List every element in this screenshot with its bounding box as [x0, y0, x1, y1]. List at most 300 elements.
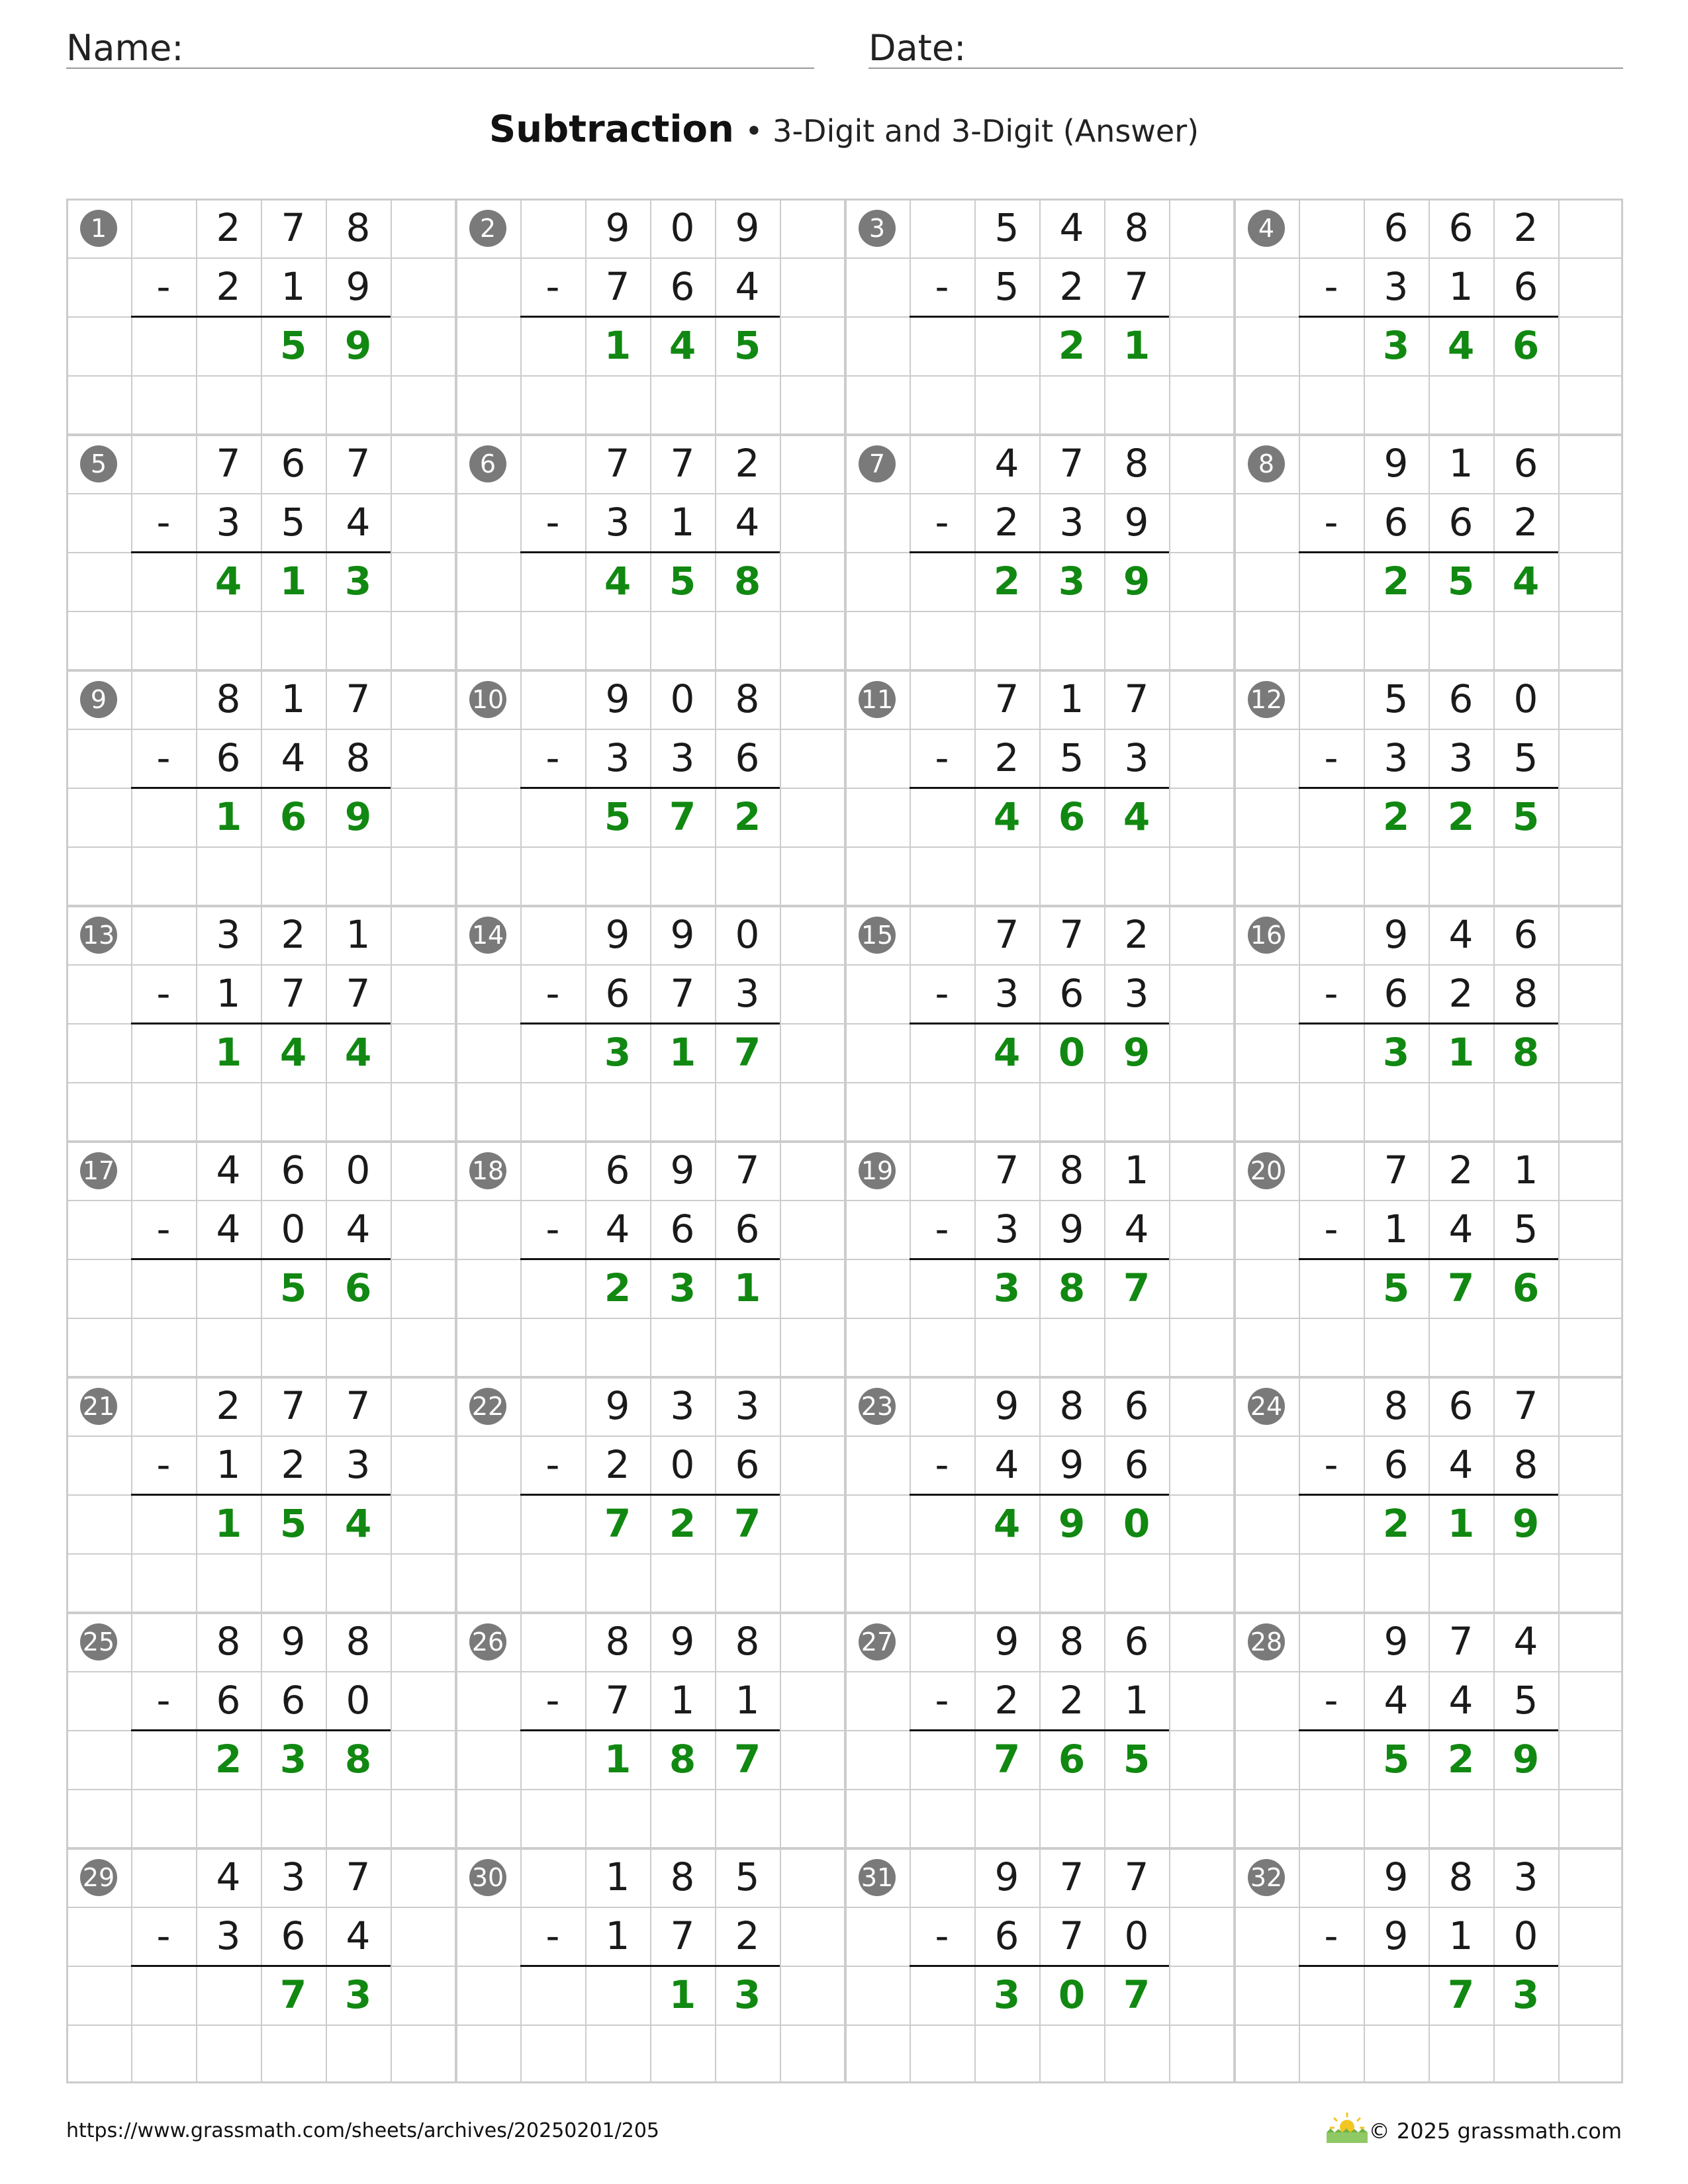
- minuend-digit: 4: [994, 441, 1019, 486]
- subtrahend-digit: 2: [1059, 264, 1084, 309]
- subtrahend-digit: 7: [670, 1913, 695, 1958]
- subtrahend-digit: 2: [1059, 1678, 1084, 1723]
- answer-digit: 5: [1447, 559, 1475, 604]
- answer-digit: 7: [279, 1972, 307, 2017]
- answer-digit: 2: [669, 1501, 696, 1546]
- subtrahend-digit: 9: [346, 264, 371, 309]
- minuend-digit: 9: [281, 1619, 306, 1664]
- subtrahend-digit: 4: [1448, 1206, 1474, 1251]
- minuend-digit: 7: [1124, 676, 1149, 721]
- subtrahend-digit: 4: [735, 264, 760, 309]
- answer-digit: 5: [669, 559, 696, 604]
- answer-digit: 3: [1058, 559, 1086, 604]
- problem-number-badge: 29: [80, 1859, 117, 1896]
- problem-number-badge: 5: [80, 445, 117, 482]
- problems-container: [66, 199, 1623, 2083]
- minus-sign: -: [1324, 971, 1338, 1016]
- minus-sign: -: [935, 1206, 949, 1251]
- minuend-digit: 9: [670, 912, 695, 957]
- problem-number-badge: 13: [80, 917, 117, 954]
- subtrahend-digit: 6: [735, 1206, 760, 1251]
- problem-number-badge: 28: [1248, 1623, 1285, 1661]
- answer-digit: 7: [604, 1501, 632, 1546]
- subtrahend-digit: 0: [281, 1206, 306, 1251]
- subtrahend-digit: 3: [1059, 500, 1084, 545]
- minus-sign: -: [156, 735, 171, 780]
- title-main: Subtraction: [489, 108, 734, 151]
- subtrahend-digit: 1: [1448, 264, 1474, 309]
- answer-digit: 5: [279, 1501, 307, 1546]
- answer-digit: 2: [1447, 794, 1475, 839]
- minuend-digit: 8: [1124, 205, 1149, 250]
- subtrahend-digit: 3: [216, 1913, 241, 1958]
- minus-sign: -: [156, 1913, 171, 1958]
- answer-digit: 8: [733, 559, 761, 604]
- answer-rule-line: [520, 316, 780, 318]
- answer-rule-line: [910, 1258, 1169, 1260]
- answer-digit: 7: [733, 1030, 761, 1075]
- answer-rule-line: [131, 1729, 391, 1731]
- minuend-digit: 2: [1124, 912, 1149, 957]
- answer-rule-line: [1299, 1965, 1558, 1967]
- answer-digit: 1: [279, 559, 307, 604]
- answer-rule-line: [1299, 1023, 1558, 1024]
- minuend-digit: 9: [605, 676, 630, 721]
- minuend-digit: 6: [1513, 441, 1538, 486]
- title-sub: • 3-Digit and 3-Digit (Answer): [745, 113, 1199, 149]
- subtrahend-digit: 4: [346, 1206, 371, 1251]
- minuend-digit: 8: [735, 676, 760, 721]
- answer-digit: 6: [1058, 1737, 1086, 1782]
- answer-digit: 7: [1447, 1265, 1475, 1310]
- minus-sign: -: [935, 735, 949, 780]
- minuend-digit: 1: [1124, 1148, 1149, 1193]
- answer-digit: 9: [344, 323, 372, 368]
- answer-digit: 1: [604, 323, 632, 368]
- subtrahend-digit: 4: [1448, 1442, 1474, 1487]
- minuend-digit: 8: [1059, 1148, 1084, 1193]
- minuend-digit: 6: [1124, 1383, 1149, 1428]
- minuend-digit: 1: [1513, 1148, 1538, 1193]
- subtrahend-digit: 3: [605, 500, 630, 545]
- minuend-digit: 6: [281, 1148, 306, 1193]
- minuend-digit: 4: [1448, 912, 1474, 957]
- answer-rule-line: [131, 551, 391, 553]
- subtrahend-digit: 1: [1383, 1206, 1409, 1251]
- answer-digit: 9: [1058, 1501, 1086, 1546]
- subtrahend-digit: 7: [605, 264, 630, 309]
- subtrahend-digit: 1: [670, 500, 695, 545]
- subtrahend-digit: 4: [1448, 1678, 1474, 1723]
- minus-sign: -: [1324, 1678, 1338, 1723]
- subtrahend-digit: 9: [1383, 1913, 1409, 1958]
- minuend-digit: 9: [1383, 1619, 1409, 1664]
- minuend-digit: 6: [1513, 912, 1538, 957]
- subtrahend-digit: 5: [1513, 735, 1538, 780]
- minuend-digit: 7: [994, 676, 1019, 721]
- answer-digit: 3: [669, 1265, 696, 1310]
- minuend-digit: 7: [994, 1148, 1019, 1193]
- subtrahend-digit: 6: [1383, 500, 1409, 545]
- subtrahend-digit: 6: [281, 1678, 306, 1723]
- minuend-digit: 7: [1059, 441, 1084, 486]
- minus-sign: -: [1324, 1442, 1338, 1487]
- answer-digit: 1: [214, 794, 242, 839]
- subtrahend-digit: 3: [994, 971, 1019, 1016]
- answer-digit: 5: [1123, 1737, 1150, 1782]
- problem-number-badge: 22: [469, 1388, 506, 1425]
- minuend-digit: 1: [281, 676, 306, 721]
- subtrahend-digit: 7: [1059, 1913, 1084, 1958]
- answer-digit: 9: [344, 794, 372, 839]
- minuend-digit: 9: [1383, 1854, 1409, 1899]
- subtrahend-digit: 9: [1059, 1206, 1084, 1251]
- problem-number-badge: 20: [1248, 1152, 1285, 1189]
- minuend-digit: 2: [1513, 205, 1538, 250]
- answer-digit: 1: [733, 1265, 761, 1310]
- minuend-digit: 2: [216, 205, 241, 250]
- minuend-digit: 0: [670, 676, 695, 721]
- subtrahend-digit: 2: [994, 500, 1019, 545]
- subtrahend-digit: 6: [994, 1913, 1019, 1958]
- subtrahend-digit: 6: [1513, 264, 1538, 309]
- minuend-digit: 7: [735, 1148, 760, 1193]
- minuend-digit: 8: [1059, 1619, 1084, 1664]
- subtrahend-digit: 1: [1124, 1678, 1149, 1723]
- problem-number-badge: 19: [859, 1152, 896, 1189]
- problem-number-badge: 17: [80, 1152, 117, 1189]
- answer-rule-line: [910, 316, 1169, 318]
- minus-sign: -: [545, 1678, 560, 1723]
- answer-digit: 4: [1123, 794, 1150, 839]
- answer-digit: 1: [669, 1030, 696, 1075]
- answer-digit: 5: [1382, 1737, 1410, 1782]
- answer-digit: 2: [1058, 323, 1086, 368]
- subtrahend-digit: 4: [1124, 1206, 1149, 1251]
- minuend-digit: 9: [670, 1148, 695, 1193]
- problem-number-badge: 30: [469, 1859, 506, 1896]
- minuend-digit: 8: [1448, 1854, 1474, 1899]
- answer-rule-line: [1299, 551, 1558, 553]
- answer-digit: 7: [1447, 1972, 1475, 2017]
- answer-digit: 1: [604, 1737, 632, 1782]
- minuend-digit: 7: [281, 205, 306, 250]
- date-line[interactable]: [868, 68, 1623, 69]
- problem-number-badge: 18: [469, 1152, 506, 1189]
- answer-digit: 2: [1382, 1501, 1410, 1546]
- answer-digit: 5: [279, 323, 307, 368]
- minus-sign: -: [1324, 1913, 1338, 1958]
- answer-digit: 5: [1512, 794, 1540, 839]
- subtrahend-digit: 3: [605, 735, 630, 780]
- subtrahend-digit: 4: [1383, 1678, 1409, 1723]
- answer-rule-line: [131, 787, 391, 789]
- answer-digit: 3: [344, 1972, 372, 2017]
- subtrahend-digit: 2: [994, 735, 1019, 780]
- subtrahend-digit: 2: [216, 264, 241, 309]
- subtrahend-digit: 0: [670, 1442, 695, 1487]
- subtrahend-digit: 3: [216, 500, 241, 545]
- minus-sign: -: [935, 1442, 949, 1487]
- subtrahend-digit: 0: [1513, 1913, 1538, 1958]
- answer-digit: 5: [604, 794, 632, 839]
- answer-digit: 6: [279, 794, 307, 839]
- subtrahend-digit: 4: [281, 735, 306, 780]
- minuend-digit: 6: [1448, 676, 1474, 721]
- problem-number-badge: 7: [859, 445, 896, 482]
- minus-sign: -: [545, 1913, 560, 1958]
- answer-digit: 3: [279, 1737, 307, 1782]
- problem-number-badge: 12: [1248, 681, 1285, 718]
- minuend-digit: 9: [994, 1619, 1019, 1664]
- problem-number-badge: 15: [859, 917, 896, 954]
- subtrahend-digit: 6: [735, 735, 760, 780]
- subtrahend-digit: 4: [994, 1442, 1019, 1487]
- minus-sign: -: [156, 264, 171, 309]
- answer-rule-line: [131, 1023, 391, 1024]
- minuend-digit: 1: [346, 912, 371, 957]
- minuend-digit: 6: [1448, 205, 1474, 250]
- minus-sign: -: [1324, 735, 1338, 780]
- subtrahend-digit: 4: [735, 500, 760, 545]
- subtrahend-digit: 5: [1059, 735, 1084, 780]
- problem-number-badge: 32: [1248, 1859, 1285, 1896]
- minus-sign: -: [935, 264, 949, 309]
- answer-digit: 3: [604, 1030, 632, 1075]
- minuend-digit: 1: [1448, 441, 1474, 486]
- answer-digit: 1: [1447, 1501, 1475, 1546]
- answer-rule-line: [131, 1258, 391, 1260]
- minuend-digit: 9: [994, 1383, 1019, 1428]
- subtrahend-digit: 3: [346, 1442, 371, 1487]
- minuend-digit: 0: [735, 912, 760, 957]
- minuend-digit: 7: [281, 1383, 306, 1428]
- answer-rule-line: [1299, 787, 1558, 789]
- minuend-digit: 7: [1383, 1148, 1409, 1193]
- minuend-digit: 7: [994, 912, 1019, 957]
- minuend-digit: 8: [1059, 1383, 1084, 1428]
- minuend-digit: 0: [346, 1148, 371, 1193]
- minus-sign: -: [156, 1206, 171, 1251]
- answer-rule-line: [520, 1729, 780, 1731]
- answer-rule-line: [520, 787, 780, 789]
- problem-number-badge: 9: [80, 681, 117, 718]
- problem-number-badge: 10: [469, 681, 506, 718]
- answer-digit: 6: [344, 1265, 372, 1310]
- minuend-digit: 0: [1513, 676, 1538, 721]
- answer-digit: 4: [279, 1030, 307, 1075]
- subtrahend-digit: 3: [1124, 735, 1149, 780]
- answer-rule-line: [131, 1965, 391, 1967]
- answer-digit: 4: [993, 1501, 1021, 1546]
- answer-digit: 5: [1382, 1265, 1410, 1310]
- subtrahend-digit: 2: [1513, 500, 1538, 545]
- problem-number-badge: 25: [80, 1623, 117, 1661]
- minuend-digit: 1: [1059, 676, 1084, 721]
- answer-digit: 0: [1058, 1972, 1086, 2017]
- subtrahend-digit: 3: [1383, 735, 1409, 780]
- answer-digit: 7: [1123, 1972, 1150, 2017]
- answer-digit: 4: [669, 323, 696, 368]
- minuend-digit: 9: [1383, 441, 1409, 486]
- subtrahend-digit: 6: [670, 1206, 695, 1251]
- answer-digit: 8: [344, 1737, 372, 1782]
- minuend-digit: 4: [216, 1854, 241, 1899]
- footer-url[interactable]: https://www.grassmath.com/sheets/archives/20250201/205: [66, 2119, 660, 2142]
- answer-digit: 4: [993, 794, 1021, 839]
- answer-digit: 7: [669, 794, 696, 839]
- answer-digit: 2: [214, 1737, 242, 1782]
- minuend-digit: 7: [346, 1854, 371, 1899]
- minuend-digit: 6: [1383, 205, 1409, 250]
- subtrahend-digit: 6: [1448, 500, 1474, 545]
- minuend-digit: 8: [216, 676, 241, 721]
- answer-digit: 8: [669, 1737, 696, 1782]
- answer-digit: 7: [1123, 1265, 1150, 1310]
- answer-digit: 2: [1382, 794, 1410, 839]
- answer-digit: 6: [1058, 794, 1086, 839]
- minuend-digit: 6: [1448, 1383, 1474, 1428]
- minus-sign: -: [545, 1442, 560, 1487]
- answer-rule-line: [910, 1494, 1169, 1496]
- answer-digit: 3: [1382, 323, 1410, 368]
- problem-number-badge: 31: [859, 1859, 896, 1896]
- subtrahend-digit: 6: [216, 735, 241, 780]
- subtrahend-digit: 5: [1513, 1678, 1538, 1723]
- minuend-digit: 9: [605, 205, 630, 250]
- subtrahend-digit: 6: [281, 1913, 306, 1958]
- minuend-digit: 2: [735, 441, 760, 486]
- minus-sign: -: [156, 500, 171, 545]
- problem-number-badge: 11: [859, 681, 896, 718]
- answer-rule-line: [131, 316, 391, 318]
- answer-rule-line: [910, 1023, 1169, 1024]
- problem-number-badge: 26: [469, 1623, 506, 1661]
- minuend-digit: 3: [216, 912, 241, 957]
- answer-rule-line: [520, 1023, 780, 1024]
- answer-digit: 6: [1512, 323, 1540, 368]
- answer-digit: 7: [733, 1737, 761, 1782]
- minuend-digit: 7: [1448, 1619, 1474, 1664]
- problem-number-badge: 1: [80, 210, 117, 247]
- subtrahend-digit: 8: [1513, 971, 1538, 1016]
- subtrahend-digit: 6: [735, 1442, 760, 1487]
- minuend-digit: 7: [1059, 912, 1084, 957]
- subtrahend-digit: 1: [216, 971, 241, 1016]
- minuend-digit: 6: [605, 1148, 630, 1193]
- minuend-digit: 8: [346, 205, 371, 250]
- minuend-digit: 4: [216, 1148, 241, 1193]
- minuend-digit: 8: [735, 1619, 760, 1664]
- subtrahend-digit: 3: [670, 735, 695, 780]
- subtrahend-digit: 6: [1383, 971, 1409, 1016]
- subtrahend-digit: 1: [281, 264, 306, 309]
- subtrahend-digit: 6: [1124, 1442, 1149, 1487]
- answer-digit: 3: [1512, 1972, 1540, 2017]
- answer-rule-line: [1299, 1729, 1558, 1731]
- minuend-digit: 3: [281, 1854, 306, 1899]
- subtrahend-digit: 9: [1124, 500, 1149, 545]
- subtrahend-digit: 3: [1383, 264, 1409, 309]
- subtrahend-digit: 8: [1513, 1442, 1538, 1487]
- subtrahend-digit: 6: [605, 971, 630, 1016]
- minuend-digit: 7: [1124, 1854, 1149, 1899]
- minus-sign: -: [935, 1678, 949, 1723]
- subtrahend-digit: 7: [605, 1678, 630, 1723]
- minuend-digit: 0: [670, 205, 695, 250]
- minuend-digit: 9: [994, 1854, 1019, 1899]
- minuend-digit: 4: [1059, 205, 1084, 250]
- subtrahend-digit: 6: [670, 264, 695, 309]
- subtrahend-digit: 2: [605, 1442, 630, 1487]
- minuend-digit: 6: [281, 441, 306, 486]
- answer-rule-line: [520, 1965, 780, 1967]
- subtrahend-digit: 2: [735, 1913, 760, 1958]
- problem-number-badge: 8: [1248, 445, 1285, 482]
- answer-rule-line: [1299, 316, 1558, 318]
- minuend-digit: 7: [670, 441, 695, 486]
- answer-digit: 4: [1512, 559, 1540, 604]
- answer-digit: 2: [733, 794, 761, 839]
- minuend-digit: 3: [670, 1383, 695, 1428]
- subtrahend-digit: 3: [1124, 971, 1149, 1016]
- subtrahend-digit: 3: [994, 1206, 1019, 1251]
- name-line[interactable]: [66, 68, 814, 69]
- subtrahend-digit: 4: [216, 1206, 241, 1251]
- answer-digit: 7: [993, 1737, 1021, 1782]
- minuend-digit: 1: [605, 1854, 630, 1899]
- answer-digit: 0: [1058, 1030, 1086, 1075]
- minuend-digit: 8: [605, 1619, 630, 1664]
- answer-digit: 1: [214, 1030, 242, 1075]
- footer-copyright: © 2025 grassmath.com: [1368, 2118, 1622, 2144]
- minus-sign: -: [935, 500, 949, 545]
- answer-digit: 9: [1512, 1501, 1540, 1546]
- answer-digit: 3: [733, 1972, 761, 2017]
- subtrahend-digit: 2: [281, 1442, 306, 1487]
- answer-digit: 9: [1123, 1030, 1150, 1075]
- answer-digit: 9: [1123, 559, 1150, 604]
- subtrahend-digit: 1: [735, 1678, 760, 1723]
- answer-rule-line: [910, 1729, 1169, 1731]
- minus-sign: -: [156, 1678, 171, 1723]
- date-label: Date:: [868, 27, 966, 69]
- minus-sign: -: [1324, 1206, 1338, 1251]
- answer-digit: 1: [214, 1501, 242, 1546]
- subtrahend-digit: 1: [670, 1678, 695, 1723]
- minuend-digit: 7: [346, 441, 371, 486]
- problem-number-badge: 21: [80, 1388, 117, 1425]
- minuend-digit: 5: [735, 1854, 760, 1899]
- answer-rule-line: [131, 1494, 391, 1496]
- answer-rule-line: [520, 1258, 780, 1260]
- minuend-digit: 9: [670, 1619, 695, 1664]
- answer-digit: 2: [1382, 559, 1410, 604]
- answer-rule-line: [1299, 1258, 1558, 1260]
- subtrahend-digit: 2: [994, 1678, 1019, 1723]
- minuend-digit: 9: [605, 912, 630, 957]
- minuend-digit: 3: [1513, 1854, 1538, 1899]
- subtrahend-digit: 6: [216, 1678, 241, 1723]
- answer-digit: 4: [344, 1030, 372, 1075]
- subtrahend-digit: 6: [1059, 971, 1084, 1016]
- minus-sign: -: [935, 971, 949, 1016]
- minuend-digit: 2: [1448, 1148, 1474, 1193]
- subtrahend-digit: 7: [281, 971, 306, 1016]
- problem-number-badge: 6: [469, 445, 506, 482]
- minus-sign: -: [935, 1913, 949, 1958]
- answer-digit: 3: [993, 1972, 1021, 2017]
